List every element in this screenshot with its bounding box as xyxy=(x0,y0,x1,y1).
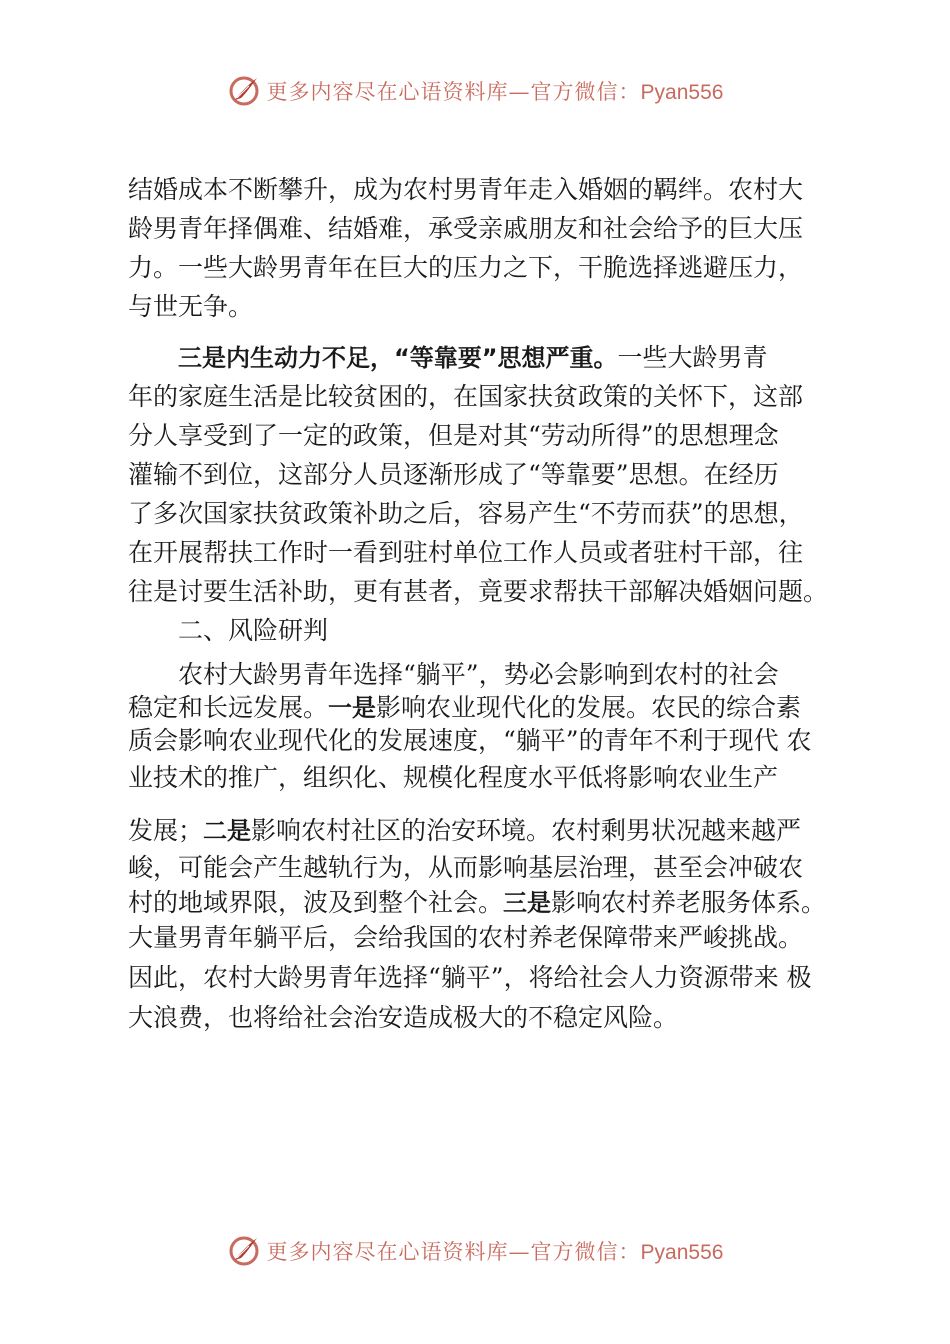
watermark-text: 更多内容尽在心语资料库—官方微信：Pyan556 xyxy=(266,80,724,104)
text-line: 大浪费，也将给社会治安造成极大的不稳定风险。 xyxy=(128,1003,679,1032)
text-line: 因此，农村大龄男青年选择“躺平”，将给社会人力资源带来 极 xyxy=(128,963,812,992)
wechat-id: Pyan556 xyxy=(640,1241,724,1264)
text-line: 往是讨要生活补助，更有甚者，竟要求帮扶干部解决婚姻问题。 xyxy=(128,577,829,606)
paragraph-2 xyxy=(128,338,828,611)
bold-lead: 三是内生动力不足，“等靠要”思想严重。 xyxy=(178,344,618,372)
text-line: 龄男青年择偶难、结婚难，承受亲戚朋友和社会给予的巨大压 xyxy=(128,214,804,243)
text-line: 质会影响农业现代化的发展速度，“躺平”的青年不利于现代 农 xyxy=(128,726,812,755)
paragraph-1 xyxy=(128,170,828,326)
document-body xyxy=(128,170,828,1037)
text-line: 峻，可能会产生越轨行为，从而影响基层治理，甚至会冲破农 xyxy=(128,853,804,882)
text-line: 灌输不到位，这部分人员逐渐形成了“等靠要”思想。在经历 xyxy=(128,460,779,489)
header-watermark xyxy=(0,74,950,108)
text-line: 三是内生动力不足，“等靠要”思想严重。一些大龄男青 xyxy=(178,343,768,372)
footer-watermark xyxy=(0,1234,950,1268)
paragraph-3 xyxy=(128,658,828,1037)
text-line: 业技术的推广，组织化、规模化程度水平低将影响农业生产 xyxy=(128,763,779,792)
bold-lead: 一是 xyxy=(328,694,377,722)
text-line: 力。一些大龄男青年在巨大的压力之下，干脆选择逃避压力， xyxy=(128,253,804,282)
feather-circle-logo-icon xyxy=(227,1234,261,1268)
text-line: 年的家庭生活是比较贫困的，在国家扶贫政策的关怀下，这部 xyxy=(128,382,804,411)
text-line: 与世无争。 xyxy=(128,292,254,321)
text-line: 发展；二是影响农村社区的治安环境。农村剩男状况越来越严 xyxy=(128,816,802,845)
text-line: 稳定和长远发展。一是影响农业现代化的发展。农民的综合素 xyxy=(128,693,802,722)
text-line: 村的地域界限，波及到整个社会。三是影响农村养老服务体系。 xyxy=(128,888,827,917)
text-line: 结婚成本不断攀升，成为农村男青年走入婚姻的羁绊。农村大 xyxy=(128,175,804,204)
wechat-id: Pyan556 xyxy=(640,81,724,104)
section-heading: 二、风险研判 xyxy=(178,616,329,645)
text-line: 大量男青年躺平后，会给我国的农村养老保障带来严峻挑战。 xyxy=(128,923,804,952)
feather-circle-logo-icon xyxy=(227,74,261,108)
text-line: 了多次国家扶贫政策补助之后，容易产生“不劳而获”的思想， xyxy=(128,499,804,528)
text-line: 农村大龄男青年选择“躺平”，势必会影响到农村的社会 xyxy=(178,660,779,689)
watermark-text: 更多内容尽在心语资料库—官方微信：Pyan556 xyxy=(266,1240,724,1264)
bold-lead: 二是 xyxy=(203,817,252,845)
text-line: 分人享受到了一定的政策，但是对其“劳动所得”的思想理念 xyxy=(128,421,779,450)
bold-lead: 三是 xyxy=(503,889,552,917)
text-line: 在开展帮扶工作时一看到驻村单位工作人员或者驻村干部，往 xyxy=(128,538,804,567)
